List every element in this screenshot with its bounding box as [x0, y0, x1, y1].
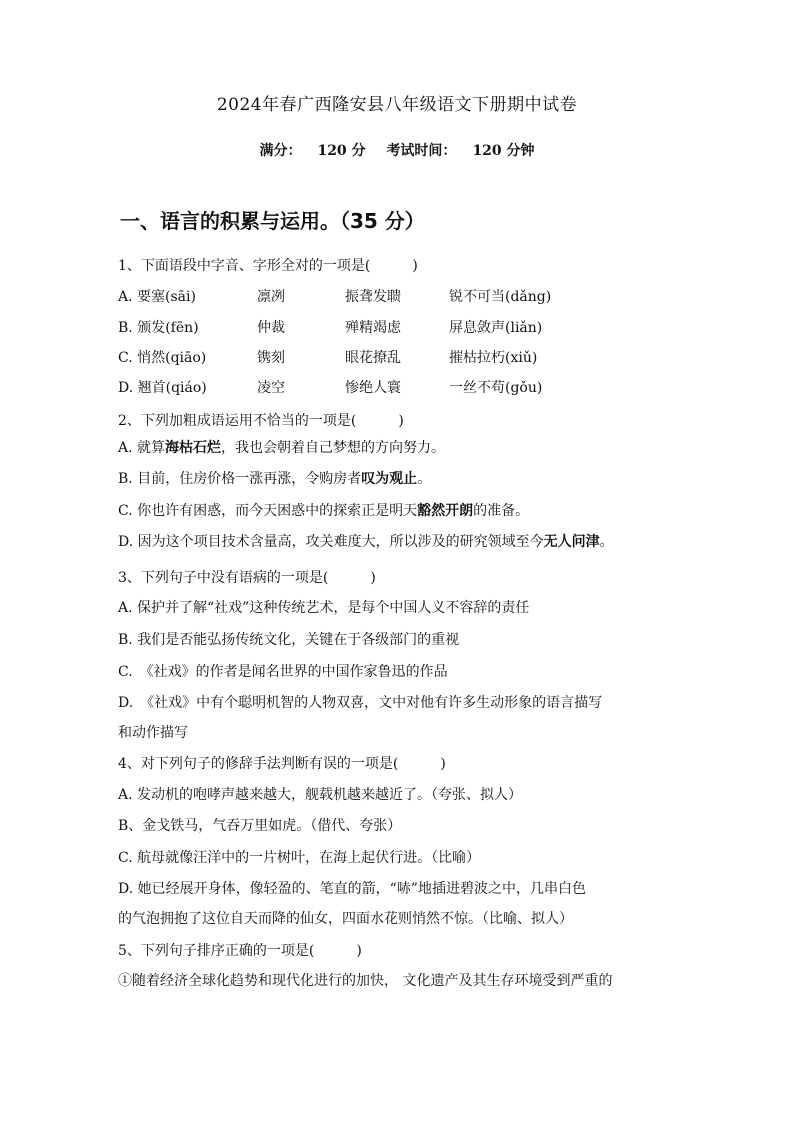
q3-option-b: B. 我们是否能弘扬传统文化，关键在于各级部门的重视	[118, 632, 460, 648]
q1-c-col2: 镌刻	[257, 350, 285, 366]
q2-b-text-end: 。	[417, 471, 432, 487]
q3-option-a: A. 保护并了解“社戏”这种传统艺术，是每个中国人义不容辞的责任	[118, 600, 530, 616]
q1-a-col1: A. 要塞(sāi)	[118, 289, 196, 305]
q3-stem: 3、下列句子中没有语病的一项是( )	[118, 570, 376, 586]
q4-stem: 4、对下列句子的修辞手法判断有误的一项是( )	[118, 756, 446, 772]
q2-c-idiom: 豁然开朗	[417, 503, 474, 519]
q3-option-d-line2: 和动作描写	[118, 725, 188, 741]
q1-d-col3: 惨绝人寰	[345, 380, 401, 396]
q2-a-idiom: 海枯石烂	[165, 440, 222, 456]
q2-a-text-end: ，我也会朝着自己梦想的方向努力。	[221, 440, 446, 456]
q5-stem: 5、下列句子排序正确的一项是( )	[118, 943, 362, 959]
q1-d-col1: D. 翘首(qiáo)	[118, 380, 207, 396]
q3-option-d-line1: D. 《社戏》中有个聪明机智的人物双喜，文中对他有许多生动形象的语言描写	[118, 695, 603, 711]
q2-option-d	[118, 531, 614, 551]
q4-option-c: C. 航母就像汪洋中的一片树叶，在海上起伏行进。（比喻）	[118, 850, 481, 866]
q1-c-col4: 摧枯拉朽(xiǔ)	[449, 350, 538, 366]
q1-b-col4: 屏息敛声(liǎn)	[449, 320, 543, 336]
q1-b-col3: 殚精竭虑	[345, 320, 401, 336]
q2-option-a	[118, 437, 445, 457]
q1-a-col3: 振聋发聩	[345, 289, 401, 305]
q5-item-1: ①随着经济全球化趋势和现代化进行的加快， 文化遗产及其生存环境受到严重的	[118, 973, 613, 989]
score-label: 满分：	[259, 143, 302, 159]
q2-d-idiom: 无人问津	[543, 534, 600, 550]
exam-meta	[0, 140, 794, 160]
q1-a-col4: 锐不可当(dǎng)	[449, 289, 552, 305]
q4-option-d-line2: 的气泡拥抱了这位自天而降的仙女，四面水花则悄然不惊。（比喻、拟人）	[118, 911, 573, 927]
q2-d-text: D. 因为这个项目技术含量高，攻关难度大，所以涉及的研究领域至今	[118, 534, 544, 550]
q2-a-text: A. 就算	[118, 440, 166, 456]
q2-b-idiom: 叹为观止	[361, 471, 418, 487]
q1-a-col2: 凛冽	[257, 289, 285, 305]
q1-d-col2: 凌空	[257, 380, 285, 396]
q1-c-col3: 眼花撩乱	[345, 350, 401, 366]
q2-d-text-end: 。	[599, 534, 614, 550]
score-value: 120 分	[317, 143, 366, 159]
exam-title: 2024年春广西隆安县八年级语文下册期中试卷	[216, 95, 578, 115]
time-value: 120 分钟	[472, 143, 535, 159]
q2-c-text: C. 你也许有困惑，而今天困惑中的探索正是明天	[118, 503, 418, 519]
q4-option-a: A. 发动机的咆哮声越来越大，舰载机越来越近了。（夸张、拟人）	[118, 787, 523, 803]
q4-option-d-line1: D. 她已经展开身体，像轻盈的、笔直的箭，“哧”地插进碧波之中，几串白色	[118, 881, 586, 897]
q1-b-col1: B. 颁发(fēn)	[118, 320, 199, 336]
q2-option-b	[118, 468, 431, 488]
q2-option-c	[118, 500, 529, 520]
time-label: 考试时间：	[386, 143, 457, 159]
q3-option-c: C. 《社戏》的作者是闻名世界的中国作家鲁迅的作品	[118, 664, 448, 680]
q1-d-col4: 一丝不苟(gǒu)	[449, 380, 543, 396]
q1-stem: 1、下面语段中字音、字形全对的一项是( )	[118, 258, 418, 274]
q2-b-text: B. 目前，住房价格一涨再涨，令购房者	[118, 471, 362, 487]
q1-b-col2: 仲裁	[257, 320, 285, 336]
q4-option-b: B、金戈铁马，气吞万里如虎。（借代、夸张）	[118, 818, 402, 834]
q2-c-text-end: 的准备。	[473, 503, 530, 519]
q2-stem: 2、下列加粗成语运用不恰当的一项是( )	[118, 413, 404, 429]
section-heading: 一、语言的积累与运用。（35 分）	[120, 209, 425, 233]
q1-c-col1: C. 悄然(qiāo)	[118, 350, 207, 366]
